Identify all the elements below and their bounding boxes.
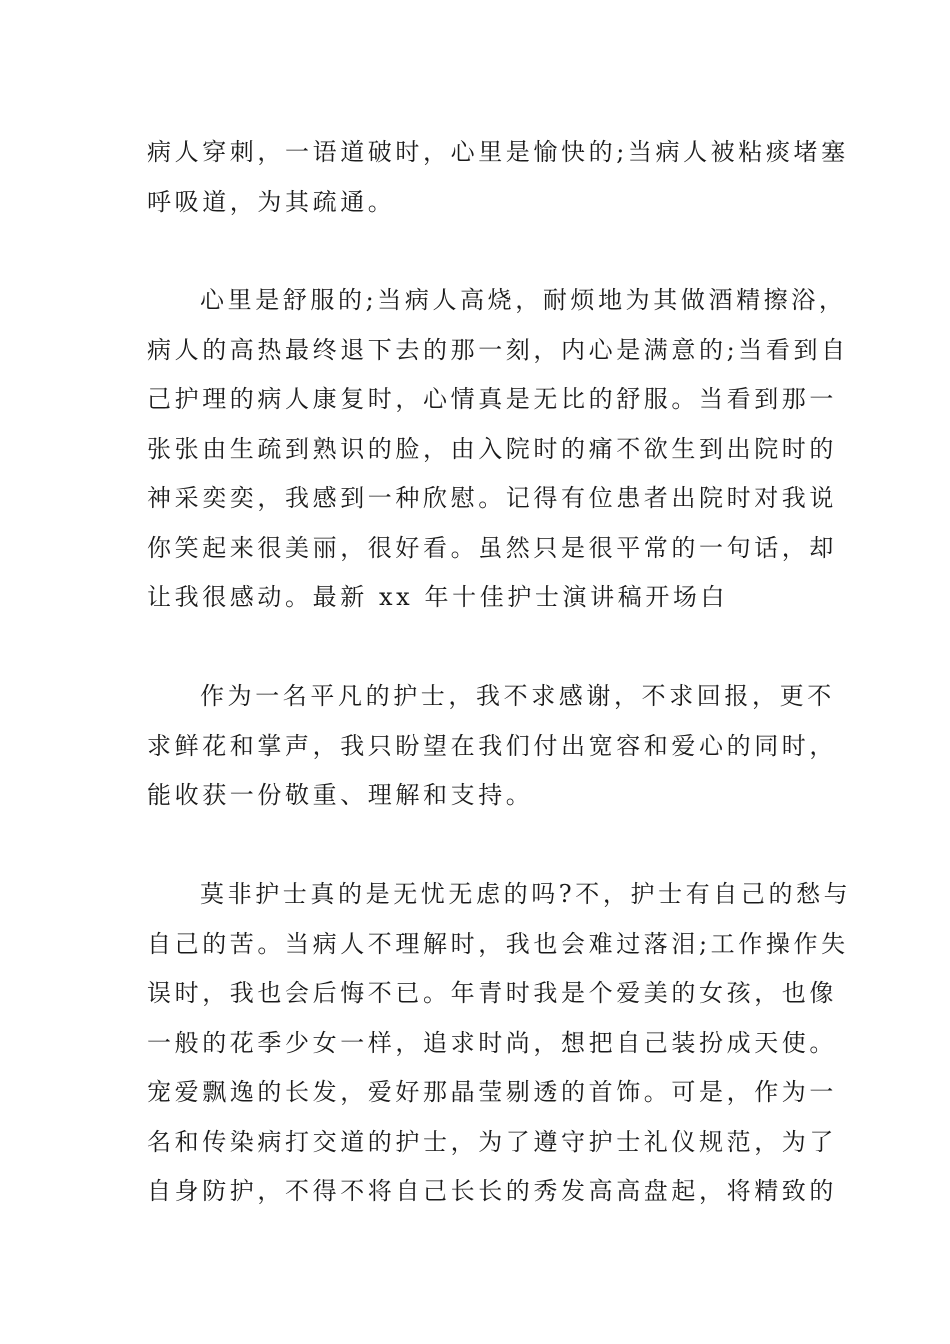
text-line: 一般的花季少女一样，追求时尚，想把自己装扮成天使。 bbox=[147, 1028, 837, 1057]
text-line: 神采奕奕，我感到一种欣慰。记得有位患者出院时对我说 bbox=[147, 484, 837, 512]
text-line: 名和传染病打交道的护士，为了遵守护士礼仪规范，为了 bbox=[147, 1127, 837, 1156]
paragraph-2 bbox=[147, 276, 849, 623]
text-line: 自己的苦。当病人不理解时，我也会难过落泪;工作操作失 bbox=[147, 929, 849, 958]
paragraph-1 bbox=[147, 128, 849, 227]
text-line: 误时，我也会后悔不已。年青时我是个爱美的女孩，也像 bbox=[147, 979, 837, 1007]
paragraph-3 bbox=[147, 672, 837, 821]
text-line: 作为一名平凡的护士，我不求感谢，不求回报，更不 bbox=[200, 682, 835, 710]
text-line: 你笑起来很美丽，很好看。虽然只是很平常的一句话，却 bbox=[147, 533, 837, 562]
text-line: 莫非护士真的是无忧无虑的吗?不，护士有自己的愁与 bbox=[200, 880, 852, 908]
text-line: 病人穿刺，一语道破时，心里是愉快的;当病人被粘痰堵塞 bbox=[147, 138, 849, 166]
text-line: 让我很感动。最新 xx 年十佳护士演讲稿开场白 bbox=[147, 583, 729, 611]
text-line: 呼吸道，为其疏通。 bbox=[147, 187, 396, 216]
text-line: 己护理的病人康复时，心情真是无比的舒服。当看到那一 bbox=[147, 385, 837, 413]
text-line: 病人的高热最终退下去的那一刻，内心是满意的;当看到自 bbox=[147, 335, 849, 364]
text-line: 宠爱飘逸的长发，爱好那晶莹剔透的首饰。可是，作为一 bbox=[147, 1078, 837, 1106]
text-line: 张张由生疏到熟识的脸，由入院时的痛不欲生到出院时的 bbox=[147, 434, 837, 463]
paragraph-4 bbox=[147, 870, 852, 1217]
text-line: 心里是舒服的;当病人高烧，耐烦地为其做酒精擦浴， bbox=[200, 286, 847, 314]
text-line: 能收获一份敬重、理解和支持。 bbox=[147, 781, 534, 809]
text-line: 自身防护，不得不将自己长长的秀发高高盘起，将精致的 bbox=[147, 1177, 837, 1205]
text-line: 求鲜花和掌声，我只盼望在我们付出宽容和爱心的同时， bbox=[147, 731, 837, 760]
